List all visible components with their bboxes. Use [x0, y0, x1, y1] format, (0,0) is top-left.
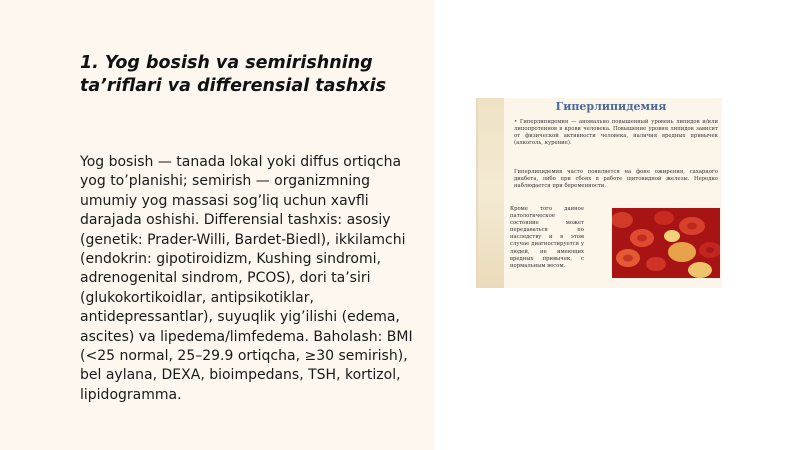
document-paragraph: Гиперлипидемия часто появляется на фоне ожирения, сахарного диабета, либо при сбоях в работе щитовидной железы. Нередко наблюдается при беременности. [514, 169, 718, 190]
document-paragraph: • Гиперлипидемия — аномально повышенный уровень липидов и/или липопротеинов в крови человека. Повышение уровня липидов зависит от физической активности человека, наличия вредных привычек (алкоголь, курение). [514, 119, 718, 147]
embedded-document-image [476, 98, 722, 288]
document-heading: Гиперлипидемия [555, 100, 667, 113]
slide-title: 1. Yog bosish va semirishning ta’riflari va differensial tashxis [80, 53, 387, 96]
slide-body-text: Yog bosish — tanada lokal yoki diffus ortiqcha yog to’planishi; semirish — organizmning umumiy yog massasi sog’liq uchun xavfli darajada oshishi. Differensial tashxis: asosiy (genetik: Prader-Willi, Bardet-Biedl), ikkilamchi (endokrin: gipotiroidizm, Kushing sindromi, adrenogenital sindrom, PCOS), dori ta’siri (glukokortikoidlar, antipsikotiklar, antidepressantlar), suyuqlik yig’ilishi (edema, ascites) va lipedema/limfedema. Baholash: BMI (<25 normal, 25–29.9 ortiqcha, ≥30 semirish), bel aylana, DEXA, bioimpedans, TSH, kortizol, lipidogramma. [80, 154, 413, 403]
document-paragraph: Кроме того данное патологическое состояние может передаваться по наследству и в этом случае диагностируется у людей, не имеющих вредных привычек, с нормальным весом. [510, 206, 584, 269]
blood-cells-image [612, 208, 720, 278]
decorative-stripe [478, 98, 504, 288]
blood-cells-illustration [612, 208, 720, 278]
